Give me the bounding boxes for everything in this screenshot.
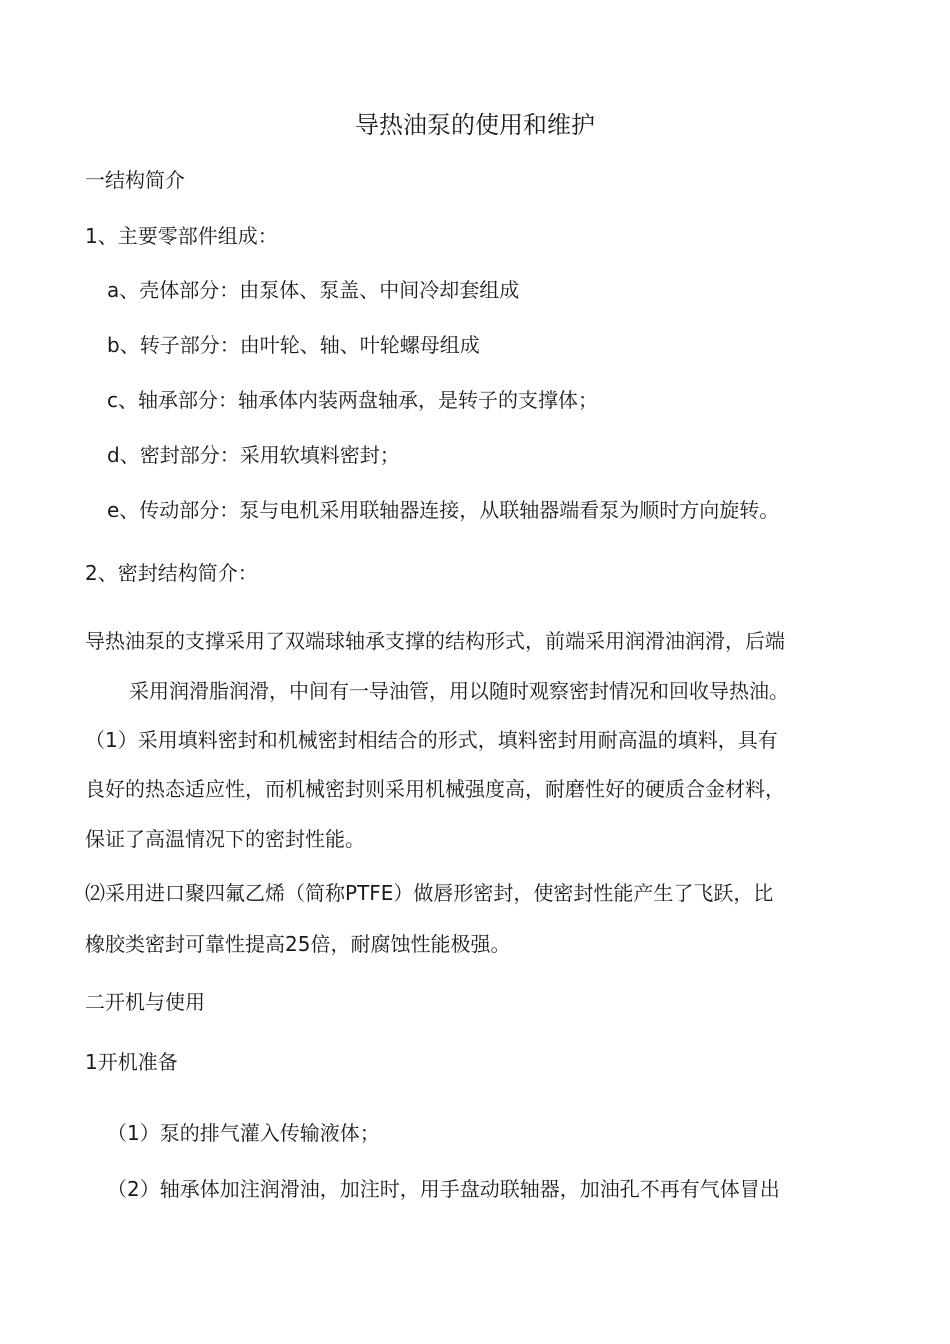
paragraph-line: 采用润滑脂润滑，中间有一导油管，用以随时观察密封情况和回收导热油。 [129,679,789,703]
component-item: c、轴承部分：轴承体内装两盘轴承，是转子的支撑体； [107,388,598,412]
component-item: e、传动部分：泵与电机采用联轴器连接，从联轴器端看泵为顺时方向旋转。 [107,498,780,522]
subheading-startup-prep: 1开机准备 [85,1050,178,1074]
component-item: b、转子部分：由叶轮、轴、叶轮螺母组成 [107,333,480,357]
component-item: d、密封部分：采用软填料密封； [107,443,400,467]
step-item: （2）轴承体加注润滑油，加注时，用手盘动联轴器，加油孔不再有气体冒出 [107,1177,780,1201]
paragraph-line: （1）采用填料密封和机械密封相结合的形式，填料密封用耐高温的填料，具有 [85,728,778,752]
subheading-seal-structure: 2、密封结构简介： [85,561,258,585]
subheading-main-parts: 1、主要零部件组成： [85,224,278,248]
section-heading-startup: 二开机与使用 [85,990,205,1014]
paragraph-line: 保证了高温情况下的密封性能。 [85,827,365,851]
component-item: a、壳体部分：由泵体、泵盖、中间冷却套组成 [107,278,520,302]
document-title: 导热油泵的使用和维护 [355,111,595,139]
paragraph-line: 良好的热态适应性，而机械密封则采用机械强度高，耐磨性好的硬质合金材料， [85,777,785,801]
step-item: （1）泵的排气灌入传输液体； [107,1121,380,1145]
paragraph-line: 橡胶类密封可靠性提高25倍，耐腐蚀性能极强。 [85,932,511,956]
paragraph-line: 导热油泵的支撑采用了双端球轴承支撑的结构形式，前端采用润滑油润滑，后端 [85,629,785,653]
section-heading-structure: 一结构简介 [85,168,185,192]
paragraph-line: ⑵采用进口聚四氟乙烯（简称PTFE）做唇形密封，使密封性能产生了飞跃，比 [85,881,774,905]
